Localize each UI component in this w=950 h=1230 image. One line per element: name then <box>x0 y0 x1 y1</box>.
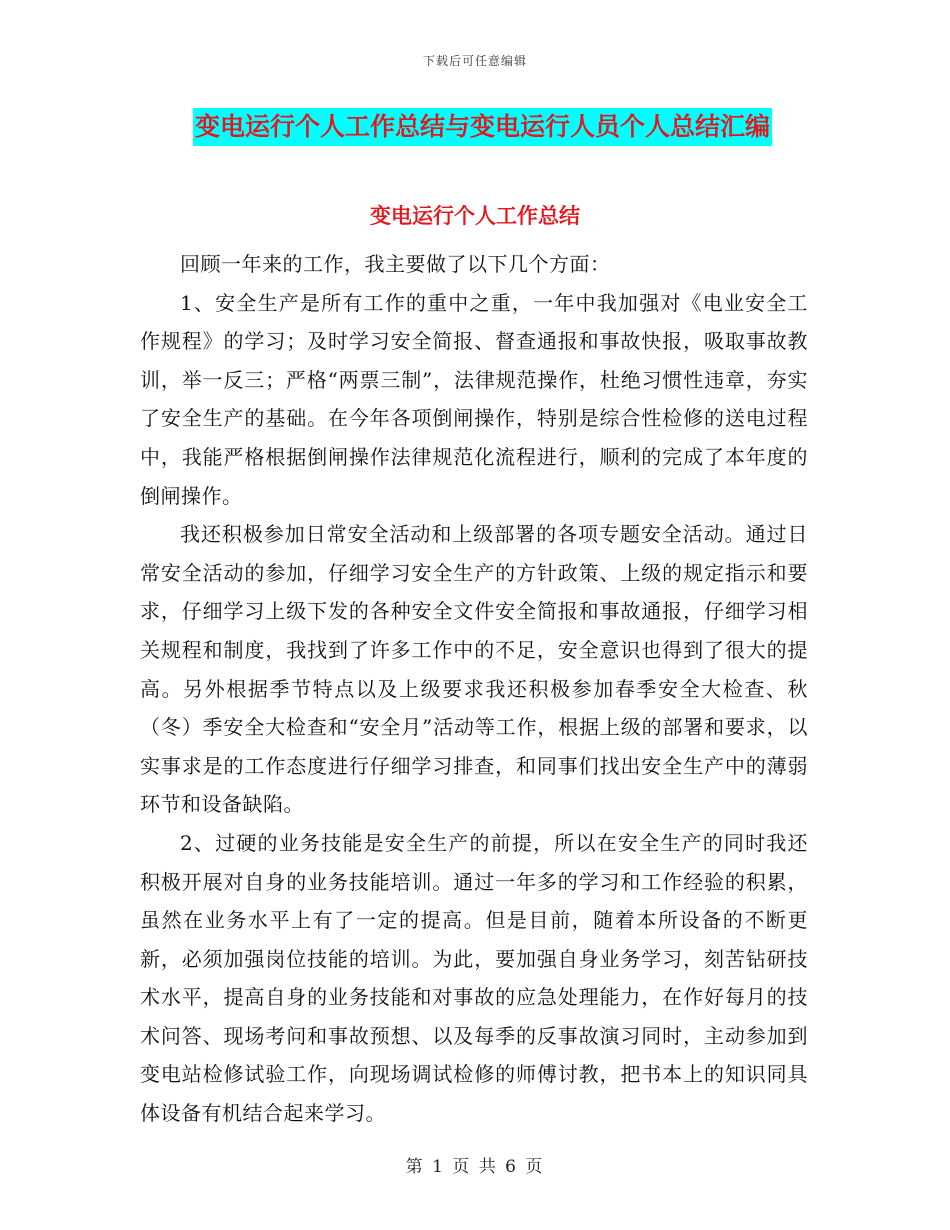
body-text <box>140 245 808 1133</box>
page-footer: 第 1 页 共 6 页 <box>405 1157 545 1177</box>
paragraph-intro: 回顾一年来的工作，我主要做了以下几个方面： <box>180 252 611 276</box>
main-title: 变电运行个人工作总结与变电运行人员个人总结汇编 <box>193 108 772 146</box>
section-title: 变电运行个人工作总结 <box>370 204 580 228</box>
paragraph-skills: 2、过硬的业务技能是安全生产的前提，所以在安全生产的同时我还积极开展对自身的业务技能培训。通过一年多的学习和工作经验的积累，虽然在业务水平上有了一定的提高。但是目前，随着本所设备的不断更新，必须加强岗位技能的培训。为此，要加强自身业务学习，刻苦钻研技术水平，提高自身的业务技能和对事故的应急处理能力，在作好每月的技术问答、现场考问和事故预想、以及每季的反事故演习同时，主动参加到变电站检修试验工作，向现场调试检修的师傅讨教，把书本上的知识同具体设备有机结合起来学习。 <box>140 830 808 1126</box>
paragraph-activities: 我还积极参加日常安全活动和上级部署的各项专题安全活动。通过日常安全活动的参加，仔细学习安全生产的方针政策、上级的规定指示和要求，仔细学习上级下发的各种安全文件安全简报和事故通报，仔细学习相关规程和制度，我找到了许多工作中的不足，安全意识也得到了很大的提高。另外根据季节特点以及上级要求我还积极参加春季安全大检查、秋（冬）季安全大检查和“安全月”活动等工作，根据上级的部署和要求，以实事求是的工作态度进行仔细学习排查，和同事们找出安全生产中的薄弱环节和设备缺陷。 <box>140 522 808 817</box>
header-note: 下载后可任意编辑 <box>422 54 527 68</box>
paragraph-safety: 1、安全生产是所有工作的重中之重，一年中我加强对《电业安全工作规程》的学习；及时学习安全简报、督查通报和事故快报，吸取事故教训，举一反三；严格“两票三制”，法律规范操作，杜绝习惯性违章，夯实了安全生产的基础。在今年各项倒闸操作，特别是综合性检修的送电过程中，我能严格根据倒闸操作法律规范化流程进行，顺利的完成了本年度的倒闸操作。 <box>140 290 808 508</box>
